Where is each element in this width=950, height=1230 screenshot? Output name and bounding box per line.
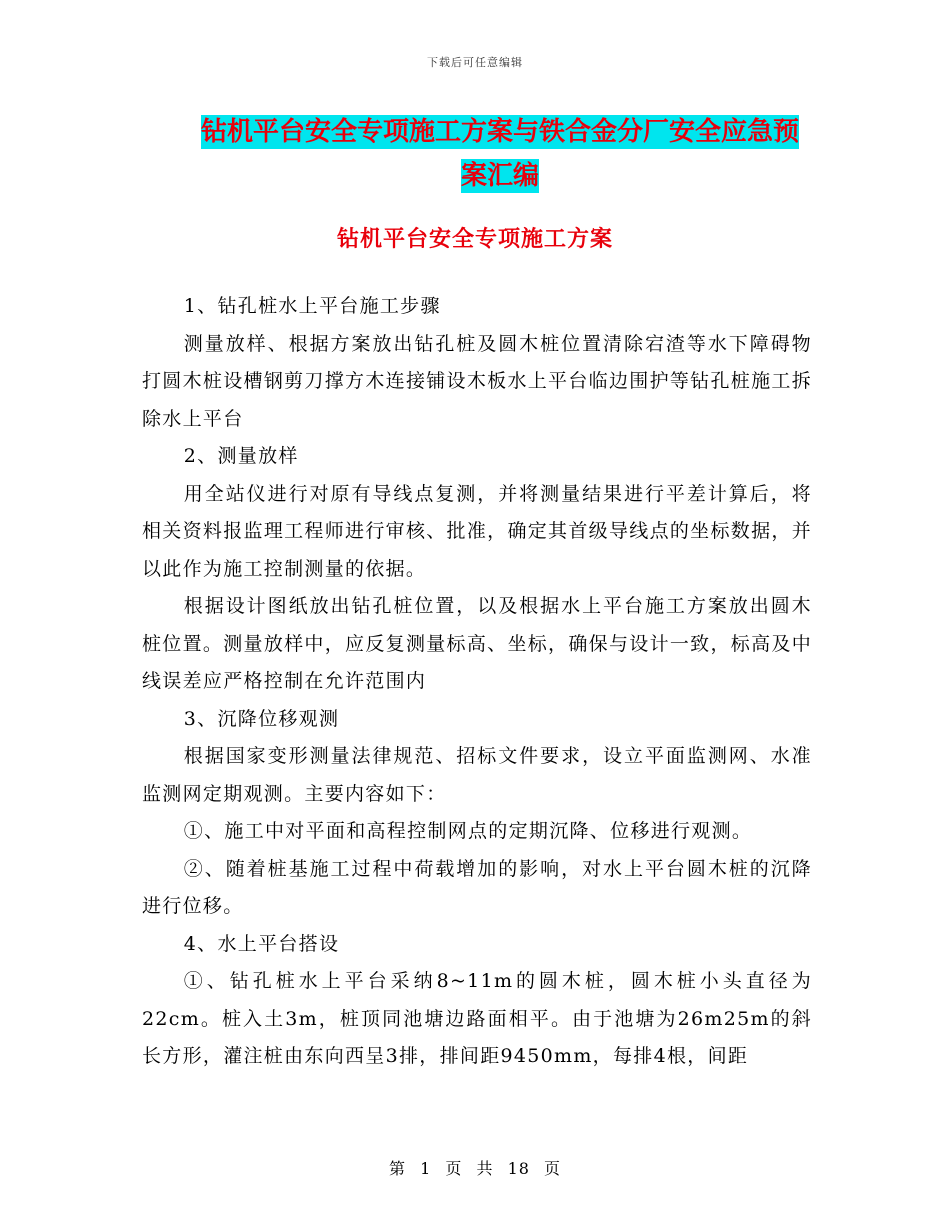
step-heading-4: 4、水上平台搭设 (183, 932, 340, 955)
paragraph: 用全站仪进行对原有导线点复测，并将测量结果进行平差计算后，将相关资料报监理工程师进行审核、批准，确定其首级导线点的坐标数据，并以此作为施工控制测量的依据。 (142, 482, 812, 580)
page-number-total: 18 (507, 1159, 530, 1178)
document-title-line-2: 案汇编 (460, 161, 539, 191)
list-item: ①、钻孔桩水上平台采纳8~11m的圆木桩，圆木桩小头直径为22cm。桩入土3m，桩顶同池塘边路面相平。由于池塘为26m25m的斜长方形，灌注桩由东向西呈3排，排间距9450mm，每排4根，间距 (142, 970, 812, 1067)
list-item: ②、随着桩基施工过程中荷载增加的影响，对水上平台圆木桩的沉降进行位移。 (142, 857, 812, 917)
page-footer (0, 1156, 950, 1179)
step-heading-3: 3、沉降位移观测 (183, 707, 340, 730)
document-title (140, 110, 860, 198)
document-body (142, 288, 812, 1076)
footer-label: 页 (445, 1159, 463, 1178)
paragraph: 根据国家变形测量法律规范、招标文件要求，设立平面监测网、水准监测网定期观测。主要内容如下： (142, 745, 812, 805)
step-heading-2: 2、测量放样 (183, 445, 299, 467)
paragraph: 测量放样、根据方案放出钻孔桩及圆木桩位置清除宕渣等水下障碍物打圆木桩设槽钢剪刀撑方木连接铺设木板水上平台临边围护等钻孔桩施工拆除水上平台 (142, 332, 812, 430)
paragraph: 根据设计图纸放出钻孔桩位置，以及根据水上平台施工方案放出圆木桩位置。测量放样中，应反复测量标高、坐标，确保与设计一致，标高及中线误差应严格控制在允许范围内 (142, 595, 812, 692)
footer-label: 页 (544, 1159, 562, 1178)
section-title: 钻机平台安全专项施工方案 (336, 226, 613, 252)
list-item: ①、施工中对平面和高程控制网点的定期沉降、位移进行观测。 (183, 820, 753, 842)
page-number-current: 1 (420, 1159, 432, 1178)
document-title-line-1: 钻机平台安全专项施工方案与铁合金分厂安全应急预 (200, 117, 799, 147)
header-note: 下载后可任意编辑 (427, 56, 523, 69)
footer-label: 共 (476, 1159, 494, 1178)
footer-label: 第 (388, 1159, 406, 1178)
step-heading-1: 1、钻孔桩水上平台施工步骤 (183, 295, 441, 317)
